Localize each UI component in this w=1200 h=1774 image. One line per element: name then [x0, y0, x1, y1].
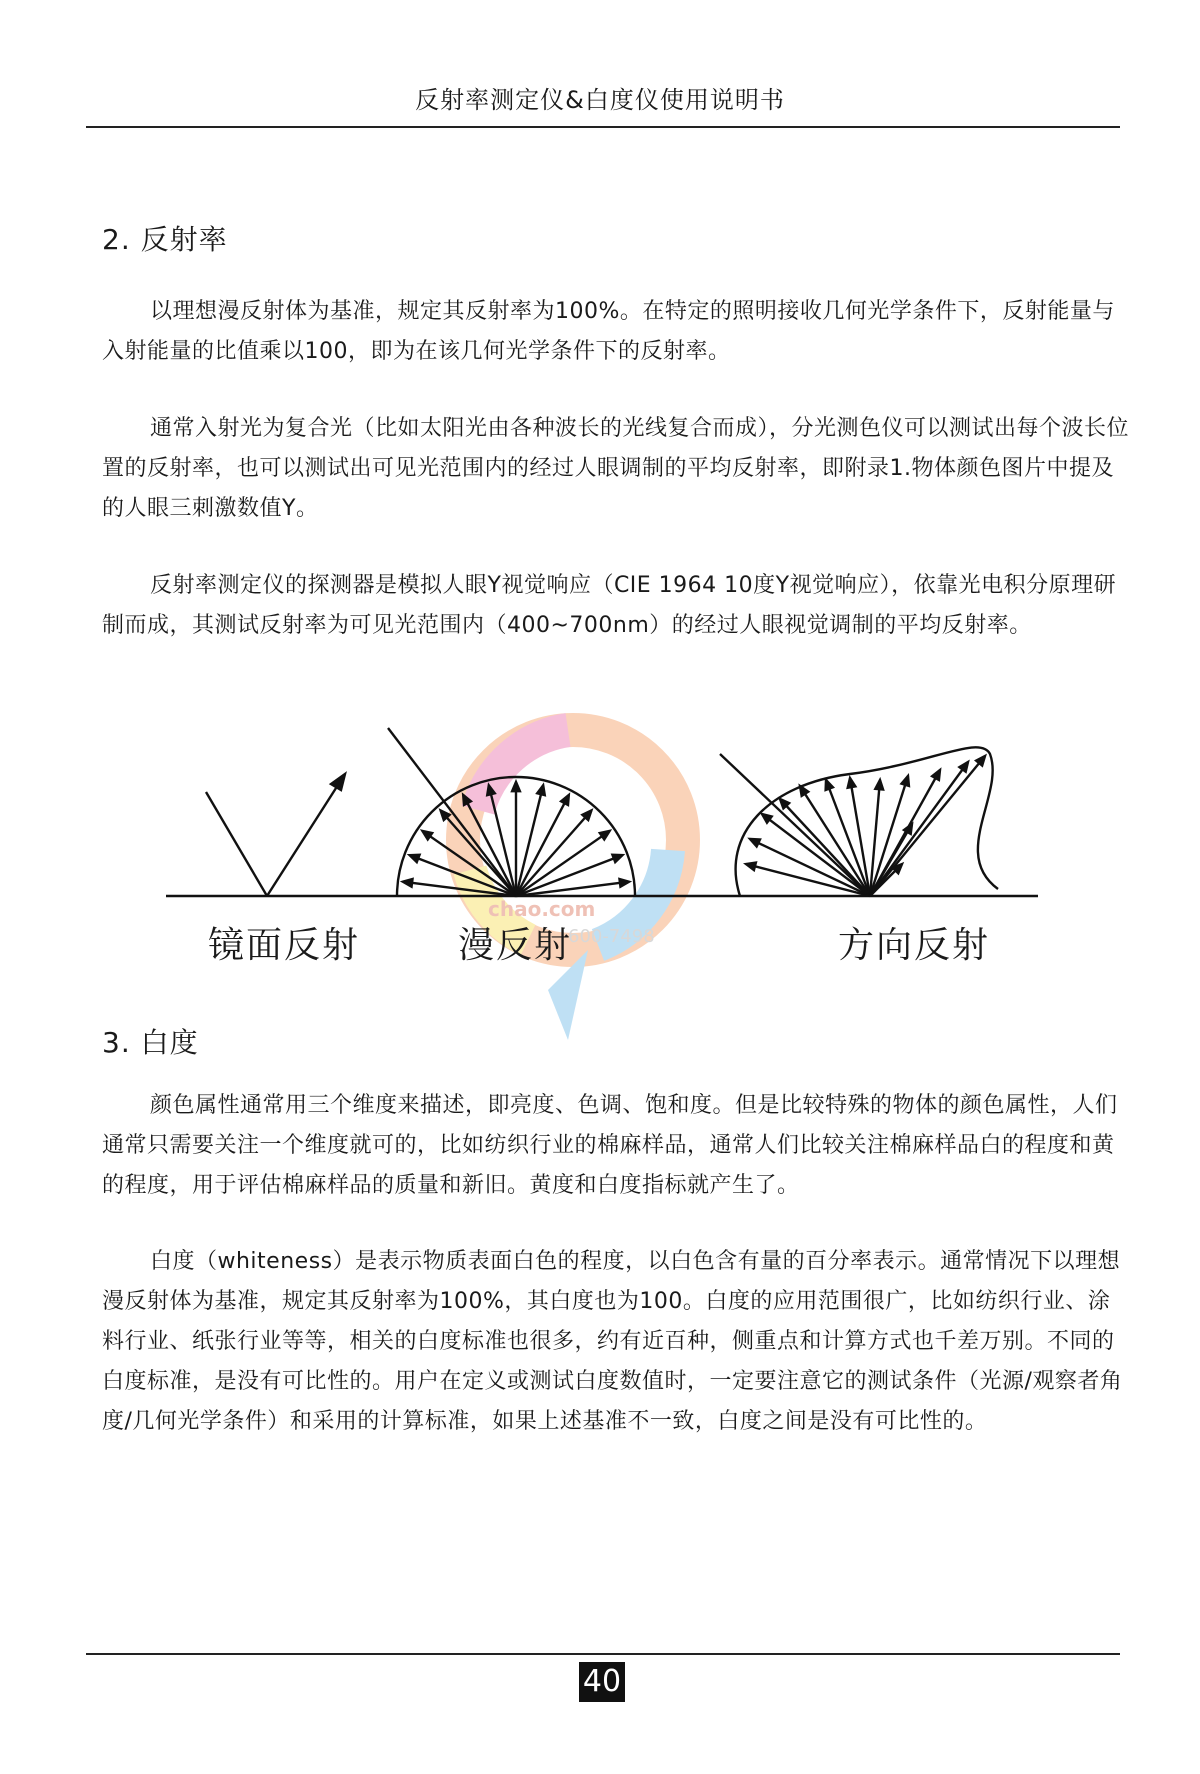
- reflectance-paragraph-2: 通常入射光为复合光（比如太阳光由各种波长的光线复合而成），分光测色仪可以测试出每个波长位置的反射率，也可以测试出可见光范围内的经过人眼调制的平均反射率，即附录1.物体颜色图片中提及的人眼三刺激数值Y。: [102, 416, 1130, 521]
- directional-arrow: [870, 756, 985, 896]
- directional-arrow-head: [826, 780, 833, 790]
- diffuse-arrow-head: [619, 879, 629, 887]
- footer-rule: [86, 1653, 1120, 1655]
- directional-ray-group: [746, 756, 985, 896]
- specular-reflected-ray: [267, 774, 345, 896]
- watermark-text: chao.com: [488, 897, 596, 921]
- diffuse-arrow-head: [512, 782, 520, 791]
- directional-arrow-head: [932, 770, 940, 780]
- diffuse-arrow-head: [487, 785, 495, 795]
- diffuse-arrow-head: [537, 785, 545, 795]
- label-diffuse-reflection: 漫反射: [458, 925, 573, 966]
- directional-arrow-head: [746, 863, 756, 871]
- diffuse-arrow-head: [463, 795, 471, 805]
- directional-arrow-head: [848, 778, 856, 788]
- directional-arrow-head: [750, 839, 760, 846]
- header-rule: [86, 126, 1120, 128]
- label-specular-reflection: 镜面反射: [208, 925, 361, 966]
- directional-arrow-head: [875, 780, 883, 790]
- reflectance-paragraph-1: 以理想漫反射体为基准，规定其反射率为100%。在特定的照明接收几何光学条件下，反射能量与入射能量的比值乘以100，即为在该几何光学条件下的反射率。: [102, 299, 1115, 364]
- diffuse-arrow-head: [410, 855, 420, 862]
- directional-arrow-head: [800, 786, 808, 796]
- section-heading-whiteness: 3. 白度: [102, 1026, 199, 1059]
- diffuse-arrow-head: [612, 855, 622, 862]
- specular-arrowhead: [331, 774, 345, 790]
- whiteness-paragraph-1: 颜色属性通常用三个维度来描述，即亮度、色调、饱和度。但是比较特殊的物体的颜色属性，人们通常只需要关注一个维度就可的，比如纺织行业的棉麻样品，通常人们比较关注棉麻样品白的程度和黄的程度，用于评估棉麻样品的质量和新旧。黄度和白度指标就产生了。: [102, 1093, 1118, 1198]
- page-number: 40: [579, 1662, 625, 1702]
- document-header-title: 反射率测定仪&白度仪使用说明书: [415, 86, 785, 114]
- watermark-phone: 600-7498: [568, 926, 655, 947]
- diffuse-arrow-head: [561, 795, 569, 805]
- directional-arrow-head: [902, 776, 909, 786]
- diffuse-ray-group: [403, 782, 629, 896]
- reflectance-paragraph-3: 反射率测定仪的探测器是模拟人眼Y视觉响应（CIE 1964 10度Y视觉响应），依靠光电积分原理研制而成，其测试反射率为可见光范围内（400~700nm）的经过人眼视觉调制的平均反射率。: [102, 573, 1117, 638]
- directional-arrow: [870, 762, 968, 896]
- label-directional-reflection: 方向反射: [838, 925, 991, 966]
- specular-incident-ray: [206, 792, 267, 896]
- section-heading-reflectance: 2. 反射率: [102, 223, 228, 256]
- diffuse-arrow-head: [403, 879, 413, 887]
- whiteness-paragraph-2: 白度（whiteness）是表示物质表面白色的程度，以白色含有量的百分率表示。通常情况下以理想漫反射体为基准，规定其反射率为100%，其白度也为100。白度的应用范围很广，比如纺织行业、涂料行业、纸张行业等等，相关的白度标准也很多，约有近百种，侧重点和计算方式也千差万别。不同的白度标准，是没有可比性的。用户在定义或测试白度数值时，一定要注意它的测试条件（光源/观察者角度/几何光学条件）和采用的计算标准，如果上述基准不一致，白度之间是没有可比性的。: [102, 1249, 1123, 1434]
